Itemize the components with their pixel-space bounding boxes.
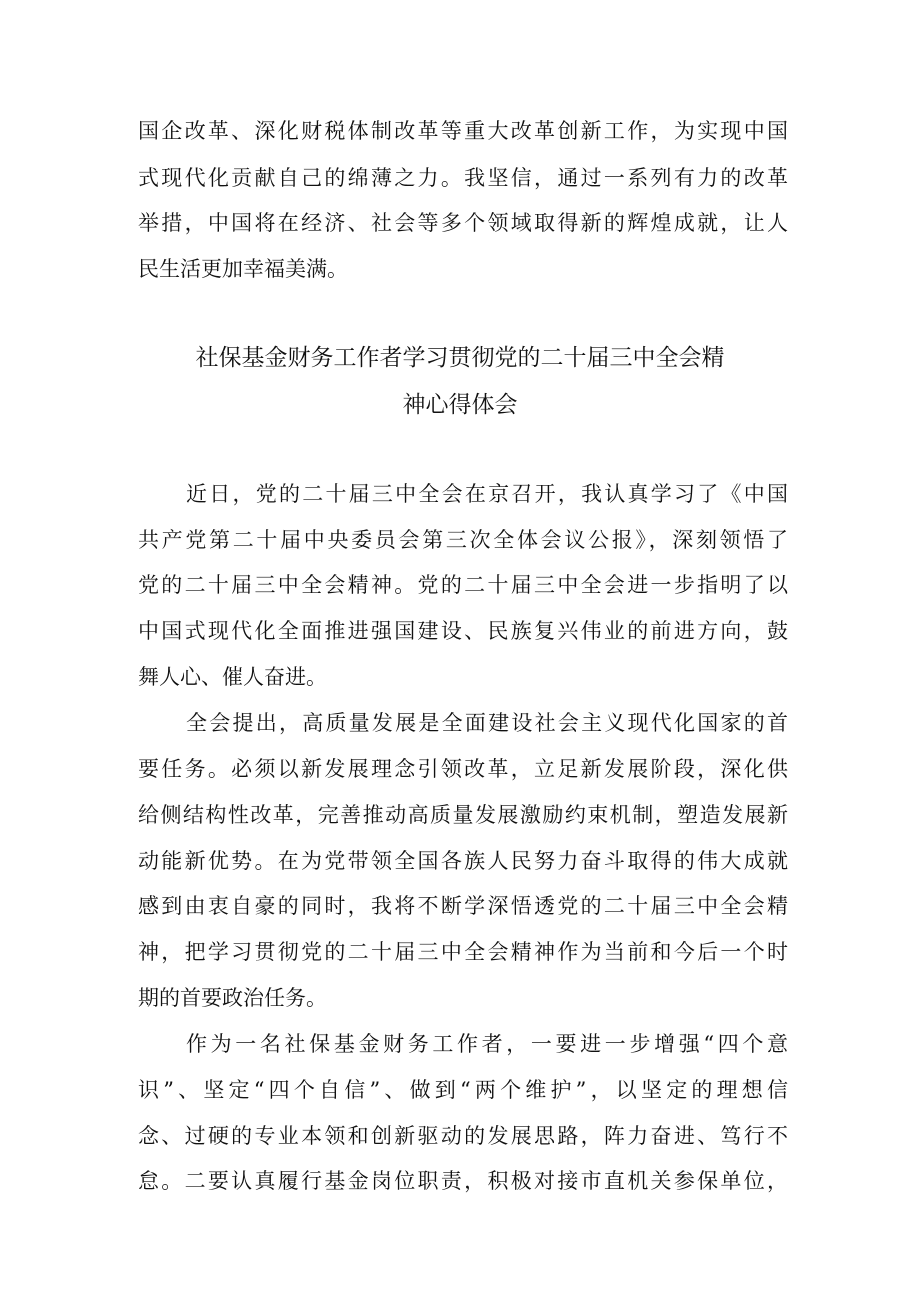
paragraph-3-line-1: 作为一名社保基金财务工作者，一要进一步增强“四个意 — [186, 1032, 788, 1056]
paragraph-2-line-5: 感到由衷自豪的同时，我将不断学深悟透党的二十届三中全会精 — [138, 894, 788, 918]
paragraph-2-line-7: 期的首要政治任务。 — [138, 986, 327, 1010]
paragraph-2-line-6: 神，把学习贯彻党的二十届三中全会精神作为当前和今后一个时 — [138, 940, 788, 964]
paragraph-1-line-3: 党的二十届三中全会精神。党的二十届三中全会进一步指明了以 — [138, 573, 788, 597]
paragraph-3-line-4: 怠。二要认真履行基金岗位职责，积极对接市直机关参保单位， — [138, 1169, 788, 1193]
article-title-line-1: 社保基金财务工作者学习贯彻党的二十届三中全会精 — [195, 345, 725, 371]
article-title-line-2: 神心得体会 — [402, 392, 518, 418]
paragraph-1-line-5: 舞人心、催人奋进。 — [138, 665, 327, 689]
paragraph-1-line-1: 近日，党的二十届三中全会在京召开，我认真学习了《中国 — [186, 482, 788, 506]
continuation-line-3: 举措，中国将在经济、社会等多个领域取得新的辉煌成就，让人 — [138, 211, 788, 235]
paragraph-2-line-3: 给侧结构性改革，完善推动高质量发展激励约束机制，塑造发展新 — [138, 803, 788, 827]
paragraph-1-line-4: 中国式现代化全面推进强国建设、民族复兴伟业的前进方向，鼓 — [138, 619, 788, 643]
continuation-line-2: 式现代化贡献自己的绵薄之力。我坚信，通过一系列有力的改革 — [138, 166, 788, 190]
paragraph-2-line-1: 全会提出，高质量发展是全面建设社会主义现代化国家的首 — [186, 711, 788, 735]
continuation-line-4: 民生活更加幸福美满。 — [138, 257, 348, 281]
paragraph-3-line-2: 识”、坚定“四个自信”、做到“两个维护”，以坚定的理想信 — [138, 1078, 788, 1102]
paragraph-2-line-4: 动能新优势。在为党带领全国各族人民努力奋斗取得的伟大成就 — [138, 849, 788, 873]
paragraph-3-line-3: 念、过硬的专业本领和创新驱动的发展思路，阵力奋进、笃行不 — [138, 1124, 788, 1148]
paragraph-1-line-2: 共产党第二十届中央委员会第三次全体会议公报》，深刻领悟了 — [138, 528, 788, 552]
continuation-line-1: 国企改革、深化财税体制改革等重大改革创新工作，为实现中国 — [138, 119, 788, 143]
paragraph-2-line-2: 要任务。必须以新发展理念引领改革，立足新发展阶段，深化供 — [138, 757, 788, 781]
